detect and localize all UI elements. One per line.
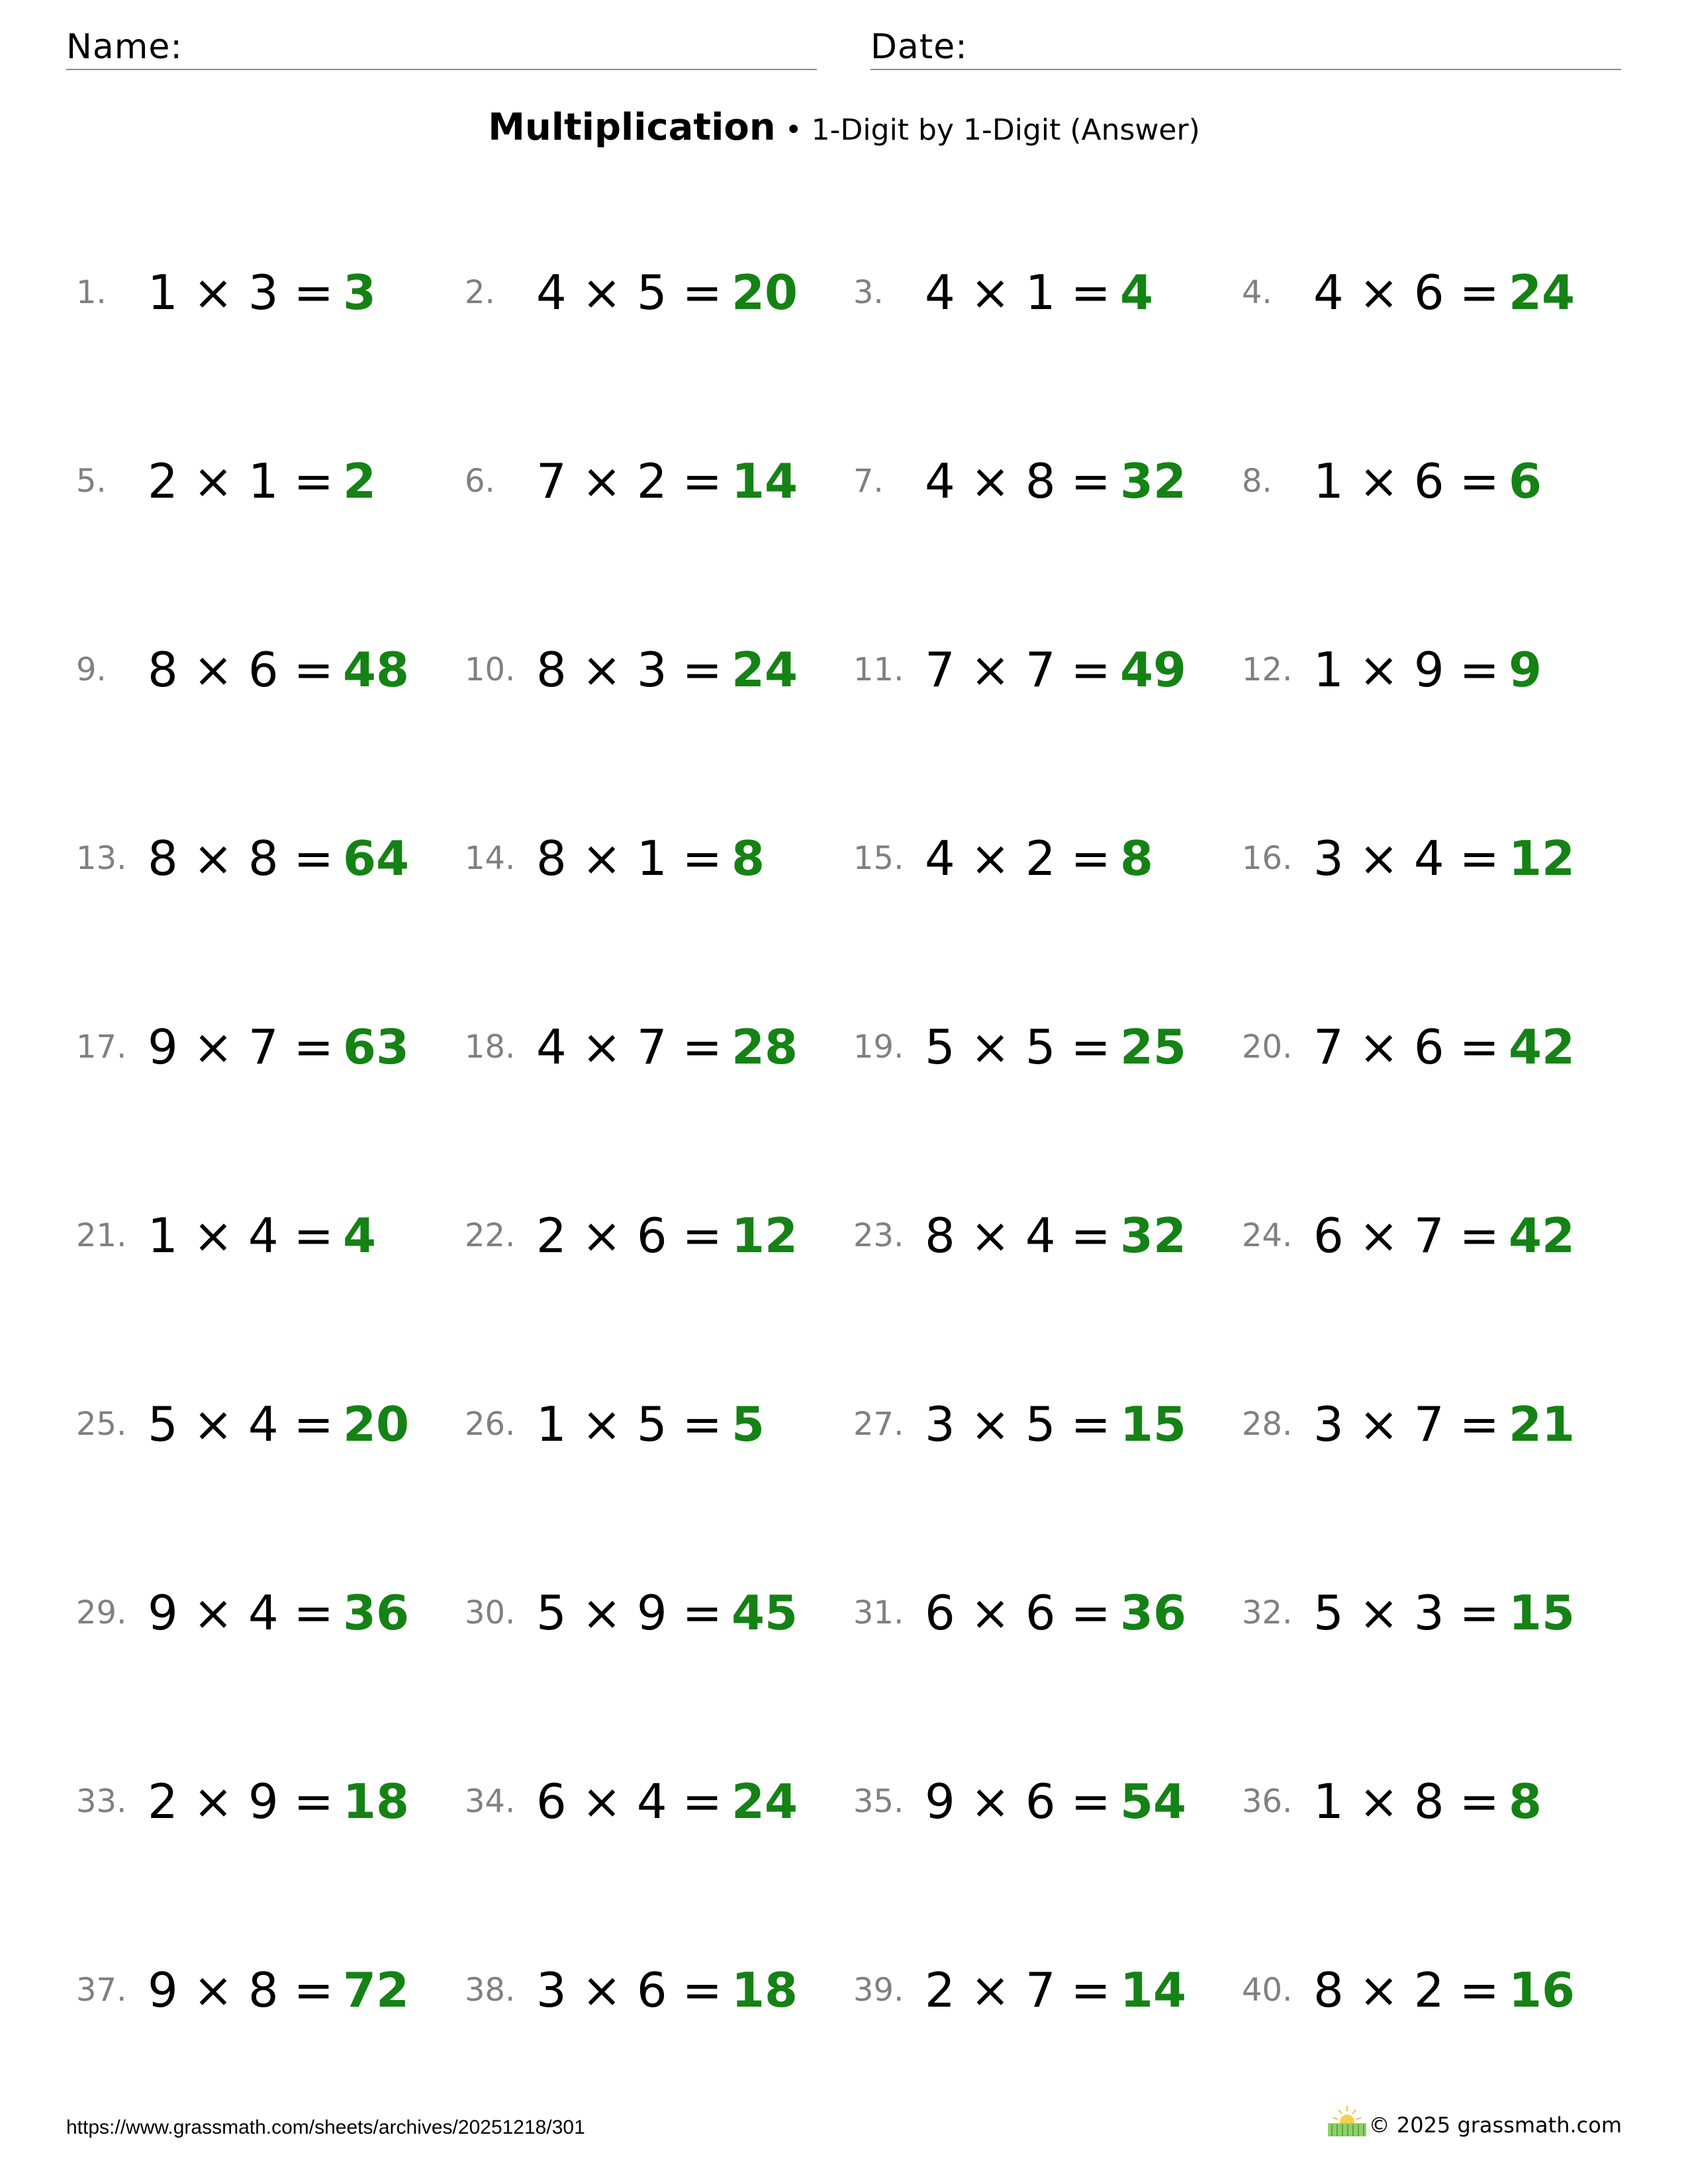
problem-number: 8. <box>1242 463 1272 500</box>
problem-expression: 8 × 6 = <box>148 642 334 698</box>
problem-expression: 8 × 8 = <box>148 831 334 886</box>
problem-answer: 18 <box>342 1774 410 1829</box>
problem-expression: 1 × 4 = <box>148 1208 334 1263</box>
problem-item <box>76 784 465 973</box>
problem-expression: 9 × 6 = <box>925 1774 1111 1829</box>
problem-item <box>853 1539 1242 1727</box>
problem-number: 38. <box>465 1972 516 2009</box>
problem-answer: 64 <box>342 831 410 886</box>
problem-number: 39. <box>853 1972 904 2009</box>
problem-grid <box>76 218 1638 2105</box>
worksheet-title <box>0 106 1688 149</box>
problem-answer: 45 <box>731 1585 798 1641</box>
problem-item <box>76 1350 465 1539</box>
title-subtitle: • 1-Digit by 1-Digit (Answer) <box>775 113 1200 147</box>
problem-answer: 48 <box>342 642 410 698</box>
problem-item <box>1242 596 1630 784</box>
problem-number: 13. <box>76 840 127 877</box>
problem-number: 27. <box>853 1406 904 1443</box>
problem-expression: 9 × 4 = <box>148 1585 334 1641</box>
grass-sun-icon <box>1325 2103 1369 2138</box>
problem-number: 2. <box>465 274 495 311</box>
problem-expression: 6 × 6 = <box>925 1585 1111 1641</box>
problem-expression: 4 × 5 = <box>536 265 722 320</box>
problem-expression: 8 × 4 = <box>925 1208 1111 1263</box>
problem-number: 22. <box>465 1217 516 1254</box>
problem-number: 10. <box>465 651 516 688</box>
problem-answer: 8 <box>1508 1774 1542 1829</box>
problem-number: 16. <box>1242 840 1293 877</box>
problem-answer: 15 <box>1508 1585 1575 1641</box>
problem-answer: 9 <box>1508 642 1542 698</box>
problem-expression: 9 × 8 = <box>148 1962 334 2018</box>
name-field[interactable] <box>66 24 817 70</box>
problem-expression: 7 × 6 = <box>1313 1019 1499 1075</box>
problem-number: 6. <box>465 463 495 500</box>
problem-answer: 14 <box>731 453 798 509</box>
problem-number: 11. <box>853 651 904 688</box>
footer-url: https://www.grassmath.com/sheets/archives/20251218/301 <box>66 2116 585 2138</box>
problem-expression: 8 × 1 = <box>536 831 722 886</box>
problem-number: 12. <box>1242 651 1293 688</box>
problem-answer: 18 <box>731 1962 798 2018</box>
problem-expression: 3 × 5 = <box>925 1396 1111 1452</box>
problem-answer: 8 <box>1119 831 1154 886</box>
problem-answer: 24 <box>1508 265 1575 320</box>
problem-expression: 6 × 4 = <box>536 1774 722 1829</box>
problem-item <box>853 784 1242 973</box>
problem-item <box>76 1161 465 1350</box>
problem-expression: 3 × 7 = <box>1313 1396 1499 1452</box>
problem-item <box>1242 973 1630 1161</box>
problem-answer: 32 <box>1119 453 1187 509</box>
problem-number: 35. <box>853 1783 904 1820</box>
problem-expression: 9 × 7 = <box>148 1019 334 1075</box>
problem-answer: 63 <box>342 1019 410 1075</box>
problem-answer: 12 <box>1508 831 1575 886</box>
problem-item <box>853 596 1242 784</box>
problem-number: 36. <box>1242 1783 1293 1820</box>
problem-answer: 4 <box>1119 265 1154 320</box>
problem-number: 30. <box>465 1594 516 1631</box>
problem-item <box>1242 1916 1630 2105</box>
problem-expression: 4 × 6 = <box>1313 265 1499 320</box>
problem-expression: 1 × 8 = <box>1313 1774 1499 1829</box>
problem-number: 24. <box>1242 1217 1293 1254</box>
problem-item <box>465 1350 853 1539</box>
problem-item <box>465 1161 853 1350</box>
problem-item <box>853 1350 1242 1539</box>
problem-answer: 6 <box>1508 453 1542 509</box>
problem-answer: 20 <box>342 1396 410 1452</box>
problem-expression: 1 × 5 = <box>536 1396 722 1452</box>
footer-copyright: © 2025 grassmath.com <box>1368 2113 1622 2138</box>
problem-answer: 42 <box>1508 1019 1575 1075</box>
problem-item <box>1242 1161 1630 1350</box>
problem-expression: 2 × 6 = <box>536 1208 722 1263</box>
problem-item <box>1242 1350 1630 1539</box>
problem-answer: 72 <box>342 1962 410 2018</box>
problem-answer: 3 <box>342 265 377 320</box>
problem-expression: 8 × 2 = <box>1313 1962 1499 2018</box>
problem-expression: 3 × 6 = <box>536 1962 722 2018</box>
problem-answer: 42 <box>1508 1208 1575 1263</box>
problem-number: 1. <box>76 274 107 311</box>
problem-number: 25. <box>76 1406 127 1443</box>
problem-item <box>853 973 1242 1161</box>
problem-number: 4. <box>1242 274 1272 311</box>
date-field[interactable] <box>870 24 1621 70</box>
problem-number: 14. <box>465 840 516 877</box>
problem-expression: 4 × 8 = <box>925 453 1111 509</box>
problem-number: 5. <box>76 463 107 500</box>
problem-answer: 24 <box>731 1774 798 1829</box>
problem-expression: 4 × 2 = <box>925 831 1111 886</box>
problem-item <box>853 1161 1242 1350</box>
problem-number: 26. <box>465 1406 516 1443</box>
date-underline <box>870 69 1621 70</box>
problem-expression: 5 × 3 = <box>1313 1585 1499 1641</box>
problem-number: 17. <box>76 1028 127 1066</box>
problem-item <box>1242 407 1630 596</box>
problem-item <box>853 1916 1242 2105</box>
problem-number: 23. <box>853 1217 904 1254</box>
problem-expression: 1 × 3 = <box>148 265 334 320</box>
problem-answer: 24 <box>731 642 798 698</box>
problem-number: 20. <box>1242 1028 1293 1066</box>
problem-answer: 16 <box>1508 1962 1575 2018</box>
problem-expression: 7 × 2 = <box>536 453 722 509</box>
problem-item <box>1242 218 1630 407</box>
problem-item <box>465 407 853 596</box>
problem-answer: 8 <box>731 831 765 886</box>
problem-answer: 12 <box>731 1208 798 1263</box>
problem-answer: 49 <box>1119 642 1187 698</box>
problem-answer: 2 <box>342 453 377 509</box>
problem-answer: 32 <box>1119 1208 1187 1263</box>
problem-expression: 1 × 9 = <box>1313 642 1499 698</box>
problem-answer: 4 <box>342 1208 377 1263</box>
problem-number: 31. <box>853 1594 904 1631</box>
problem-number: 37. <box>76 1972 127 2009</box>
problem-number: 18. <box>465 1028 516 1066</box>
problem-item <box>465 218 853 407</box>
problem-answer: 28 <box>731 1019 798 1075</box>
name-underline <box>66 69 817 70</box>
problem-item <box>76 1916 465 2105</box>
problem-number: 40. <box>1242 1972 1293 2009</box>
date-label: Date: <box>870 27 968 67</box>
problem-expression: 7 × 7 = <box>925 642 1111 698</box>
problem-answer: 14 <box>1119 1962 1187 2018</box>
problem-answer: 36 <box>342 1585 410 1641</box>
problem-expression: 4 × 7 = <box>536 1019 722 1075</box>
problem-item <box>76 973 465 1161</box>
problem-item <box>465 1539 853 1727</box>
problem-item <box>76 218 465 407</box>
problem-item <box>76 1727 465 1916</box>
problem-number: 34. <box>465 1783 516 1820</box>
problem-expression: 3 × 4 = <box>1313 831 1499 886</box>
problem-item <box>76 407 465 596</box>
title-main: Multiplication <box>488 106 776 149</box>
problem-item <box>465 1916 853 2105</box>
problem-expression: 1 × 6 = <box>1313 453 1499 509</box>
problem-number: 3. <box>853 274 884 311</box>
problem-number: 33. <box>76 1783 127 1820</box>
problem-answer: 5 <box>731 1396 765 1452</box>
problem-number: 9. <box>76 651 107 688</box>
problem-answer: 36 <box>1119 1585 1187 1641</box>
problem-item <box>1242 1539 1630 1727</box>
problem-number: 15. <box>853 840 904 877</box>
problem-expression: 2 × 1 = <box>148 453 334 509</box>
problem-answer: 21 <box>1508 1396 1575 1452</box>
problem-item <box>853 407 1242 596</box>
problem-expression: 6 × 7 = <box>1313 1208 1499 1263</box>
name-label: Name: <box>66 27 183 67</box>
problem-item <box>1242 784 1630 973</box>
problem-item <box>853 218 1242 407</box>
problem-item <box>76 1539 465 1727</box>
problem-number: 21. <box>76 1217 127 1254</box>
problem-item <box>465 596 853 784</box>
problem-answer: 20 <box>731 265 798 320</box>
problem-answer: 15 <box>1119 1396 1187 1452</box>
problem-number: 32. <box>1242 1594 1293 1631</box>
problem-expression: 2 × 7 = <box>925 1962 1111 2018</box>
problem-item <box>1242 1727 1630 1916</box>
problem-answer: 25 <box>1119 1019 1187 1075</box>
problem-item <box>853 1727 1242 1916</box>
problem-answer: 54 <box>1119 1774 1187 1829</box>
problem-expression: 5 × 9 = <box>536 1585 722 1641</box>
problem-expression: 5 × 5 = <box>925 1019 1111 1075</box>
problem-expression: 4 × 1 = <box>925 265 1111 320</box>
problem-number: 7. <box>853 463 884 500</box>
problem-item <box>465 973 853 1161</box>
problem-item <box>465 784 853 973</box>
problem-number: 28. <box>1242 1406 1293 1443</box>
problem-expression: 5 × 4 = <box>148 1396 334 1452</box>
problem-number: 29. <box>76 1594 127 1631</box>
problem-expression: 2 × 9 = <box>148 1774 334 1829</box>
problem-expression: 8 × 3 = <box>536 642 722 698</box>
problem-number: 19. <box>853 1028 904 1066</box>
problem-item <box>465 1727 853 1916</box>
problem-item <box>76 596 465 784</box>
